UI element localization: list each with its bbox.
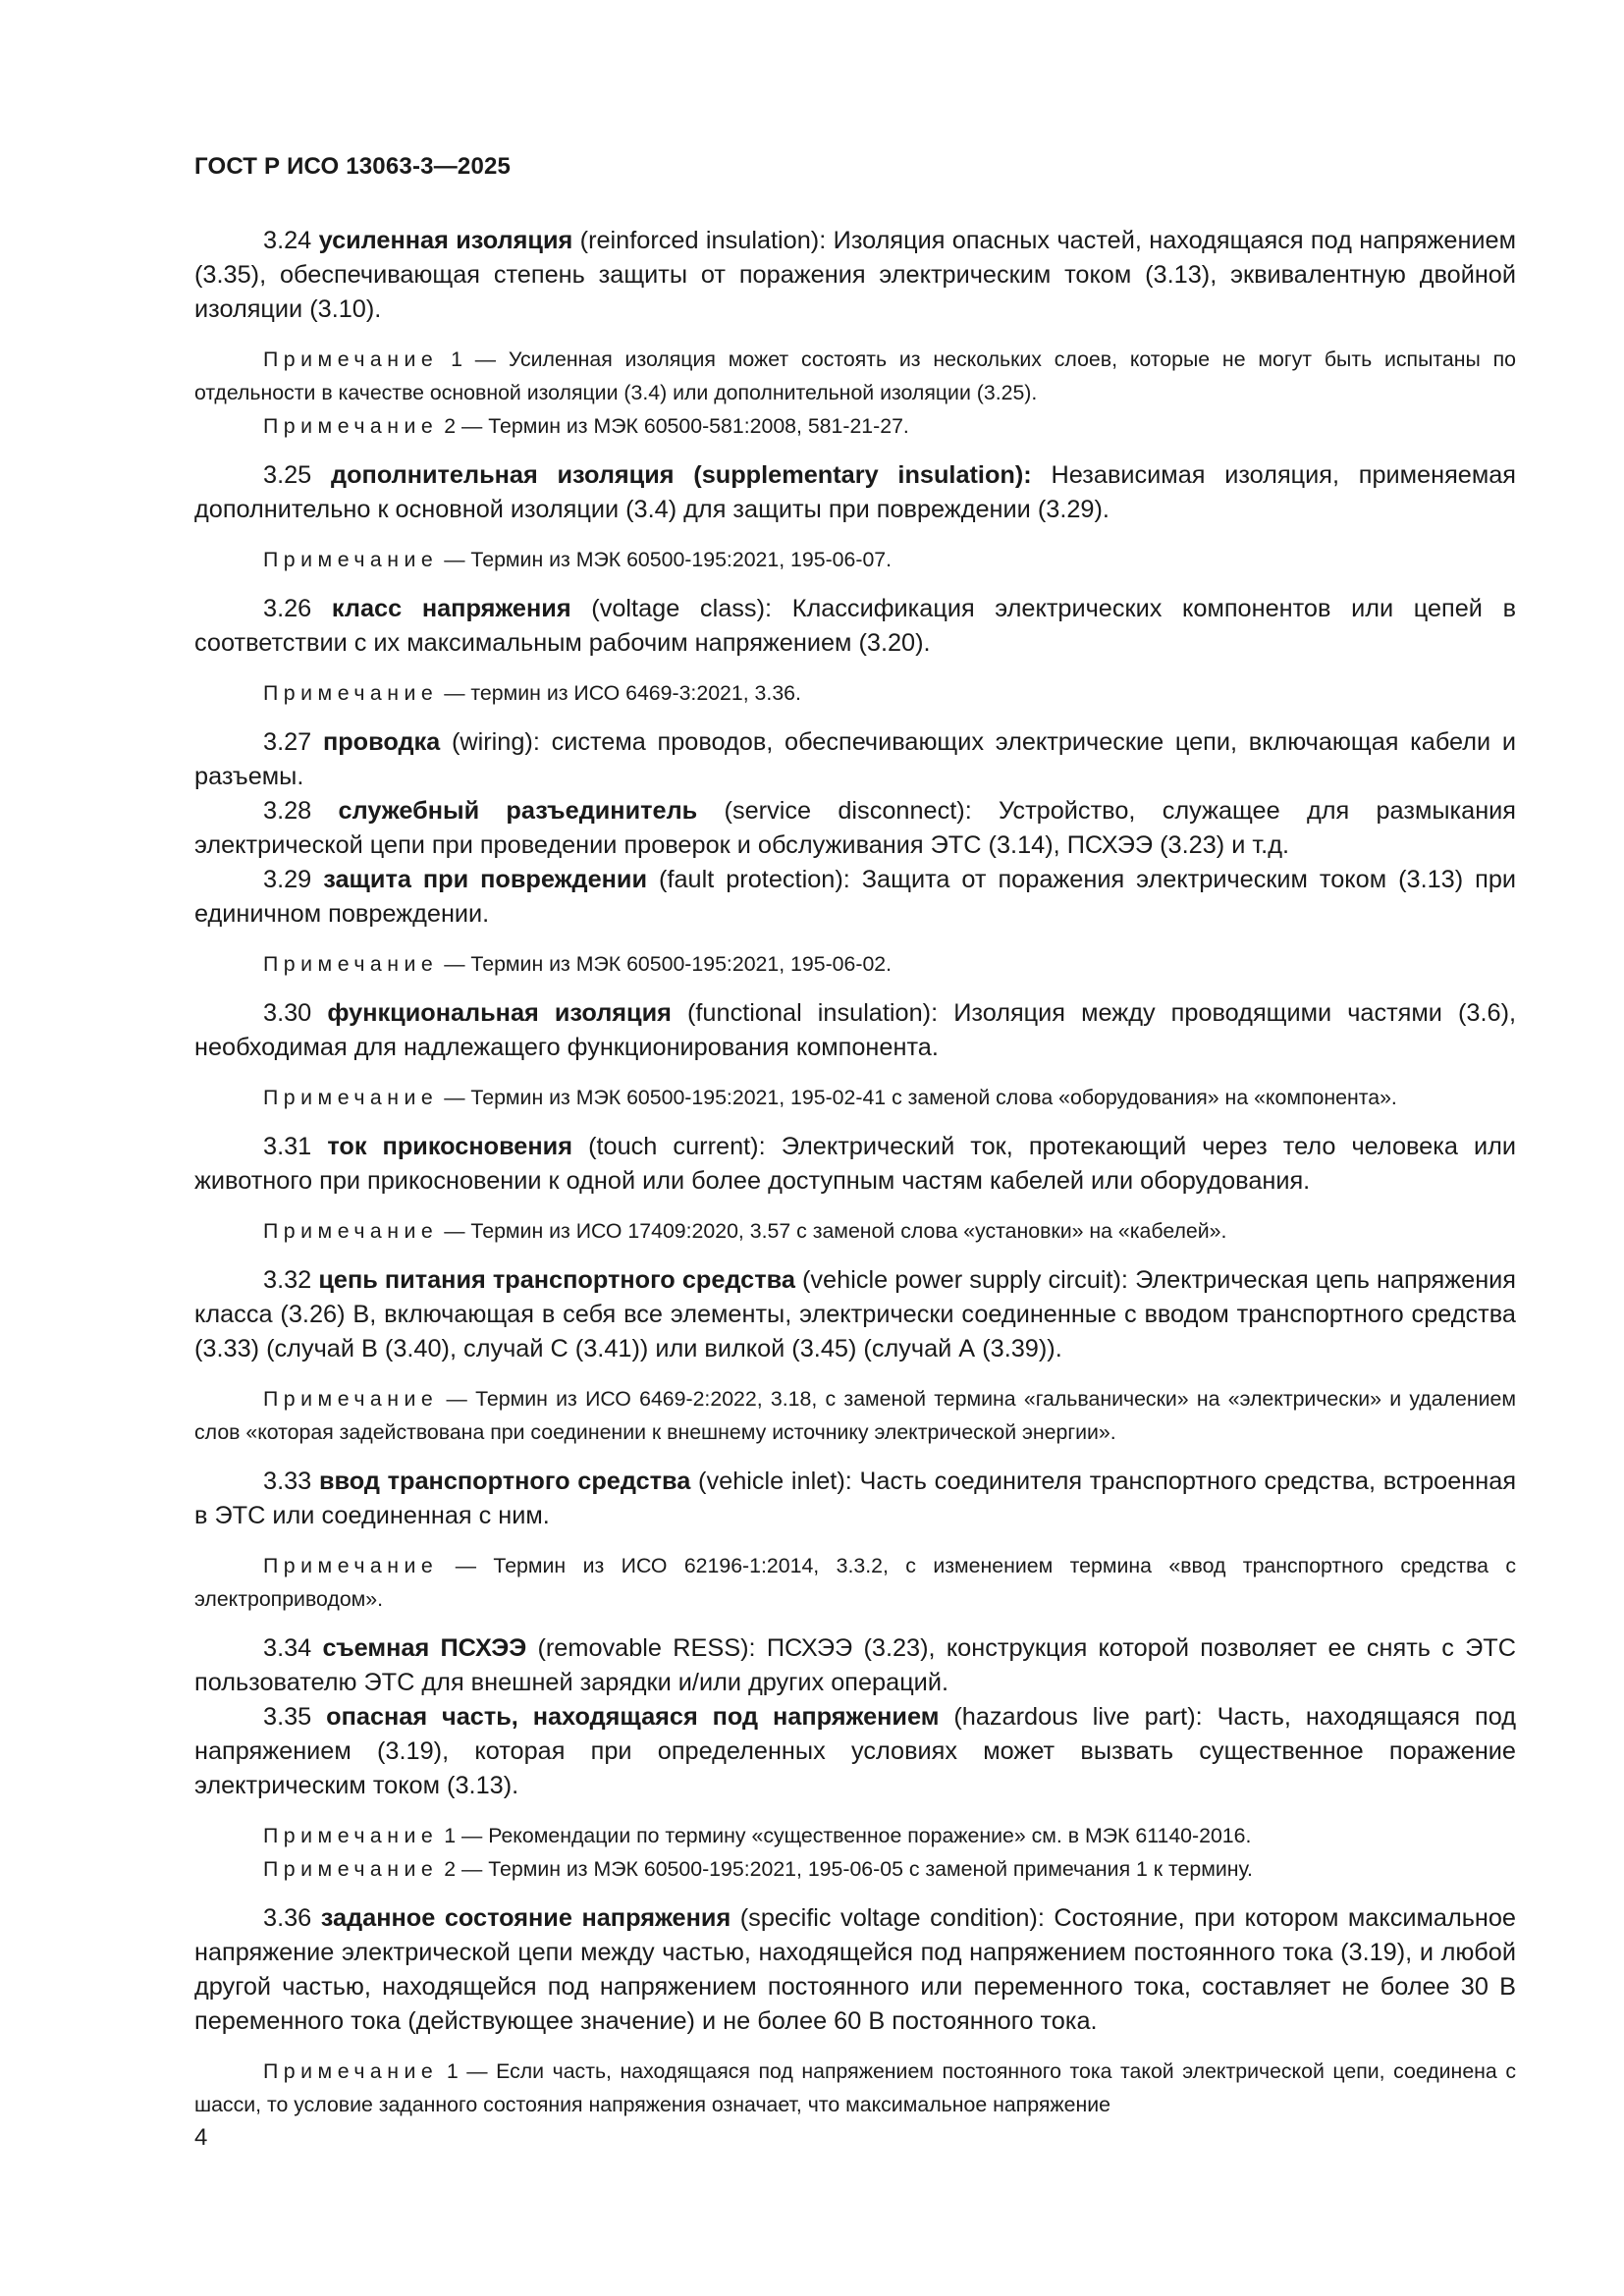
note-3-24-2 — [194, 409, 1516, 443]
note-3-32 — [194, 1382, 1516, 1449]
note-label: Примечание — [263, 347, 439, 371]
entry-definition: Электрический ток, протекающий через тело человека или животного при прикосновении к одной или более доступным частям кабелей или оборудования. — [194, 1133, 1517, 1195]
term-entry-3-30 — [194, 996, 1516, 1065]
entry-term: ток прикосновения — [327, 1133, 572, 1160]
note-text: — Усиленная изоляция может состоять из нескольких слоев, которые не могут быть испытаны по отдельности в качестве основной изоляции (3.4) или дополнительной изоляции (3.25). — [194, 347, 1517, 404]
entry-number: 3.35 — [263, 1703, 312, 1731]
page-number: 4 — [194, 2124, 208, 2151]
note-label: Примечание — [263, 1086, 439, 1109]
term-entry-3-33 — [194, 1465, 1516, 1533]
entry-term: дополнительная изоляция (supplementary insulation): — [331, 461, 1032, 489]
note-3-29 — [194, 947, 1516, 981]
term-entry-3-29 — [194, 863, 1516, 932]
entry-definition: Электрическая цепь напряжения класса (3.26) В, включающая в себя все элементы, электрически соединенные с вводом транспортного средства (3.33) (случай В (3.40), случай С (3.41)) или вилкой (3.45) (случай А (3.39)). — [194, 1266, 1517, 1362]
term-entry-3-26 — [194, 592, 1516, 661]
entry-definition: Устройство, служащее для размыкания электрической цепи при проведении проверок и обслуживания ЭТС (3.14), ПСХЭЭ (3.23) и т.д. — [194, 797, 1517, 859]
note-text: — Рекомендации по термину «существенное поражение» см. в МЭК 61140-2016. — [460, 1824, 1252, 1847]
note-number: 2 — [444, 1857, 457, 1881]
entry-number: 3.26 — [263, 595, 312, 622]
entry-term: ввод транспортного средства — [318, 1468, 691, 1495]
entry-term: заданное состояние напряжения — [320, 1904, 731, 1932]
note-text: — Если часть, находящаяся под напряжением постоянного тока такой электрической цепи, соединена с шасси, то условие заданного состояния напряжения означает, что максимальное напряжение — [194, 2059, 1516, 2116]
entry-term: опасная часть, находящаяся под напряжением — [326, 1703, 940, 1731]
note-number: 1 — [451, 347, 462, 371]
entry-term-en: (touch current): — [588, 1133, 766, 1160]
term-entry-3-25 — [194, 458, 1516, 527]
term-entry-3-35 — [194, 1700, 1516, 1803]
entry-term-en: (hazardous live part): — [953, 1703, 1203, 1731]
entry-number: 3.33 — [263, 1468, 312, 1495]
entry-term-en: (service disconnect): — [724, 797, 972, 825]
term-entry-3-34 — [194, 1631, 1516, 1700]
entry-definition: Изоляция между проводящими частями (3.6), необходимая для надлежащего функционирования компонента. — [194, 999, 1517, 1061]
note-label: Примечание — [263, 1857, 439, 1881]
entry-number: 3.29 — [263, 866, 312, 893]
entry-term: цепь питания транспортного средства — [318, 1266, 795, 1294]
entry-number: 3.24 — [263, 227, 312, 254]
entry-term: функциональная изоляция — [327, 999, 672, 1027]
entry-term-en: (fault protection): — [659, 866, 850, 893]
note-label: Примечание — [263, 1387, 439, 1411]
note-text: — Термин из МЭК 60500-195:2021, 195-06-05 с заменой примечания 1 к термину. — [460, 1857, 1253, 1881]
entry-definition: ПСХЭЭ (3.23), конструкция которой позволяет ее снять с ЭТС пользователю ЭТС для внешней зарядки и/или других операций. — [194, 1634, 1517, 1696]
note-label: Примечание — [263, 681, 439, 705]
terms-section — [194, 224, 1516, 2121]
entry-definition: Независимая изоляция, применяемая дополнительно к основной изоляции (3.4) для защиты при повреждении (3.29). — [194, 461, 1517, 523]
entry-term: защита при повреждении — [323, 866, 648, 893]
note-3-33 — [194, 1549, 1516, 1616]
note-number: 1 — [446, 2059, 459, 2083]
note-text: — Термин из ИСО 17409:2020, 3.57 с заменой слова «установки» на «кабелей». — [444, 1219, 1227, 1243]
note-3-30 — [194, 1081, 1516, 1114]
term-entry-3-36 — [194, 1901, 1516, 2039]
term-entry-3-28 — [194, 794, 1516, 863]
note-3-36-1 — [194, 2055, 1516, 2121]
entry-number: 3.36 — [263, 1904, 312, 1932]
note-number: 2 — [444, 414, 457, 438]
entry-definition: система проводов, обеспечивающих электрические цепи, включающая кабели и разъемы. — [194, 728, 1516, 790]
term-entry-3-24 — [194, 224, 1516, 327]
entry-term: проводка — [322, 728, 441, 756]
entry-term-en: (specific voltage condition): — [739, 1904, 1045, 1932]
note-label: Примечание — [263, 1554, 439, 1577]
entry-term: усиленная изоляция — [318, 227, 573, 254]
note-3-24-1 — [194, 343, 1516, 409]
note-label: Примечание — [263, 548, 439, 571]
entry-number: 3.34 — [263, 1634, 312, 1662]
note-3-35-1 — [194, 1819, 1516, 1852]
note-text: — Термин из ИСО 62196-1:2014, 3.3.2, с изменением термина «ввод транспортного средства с электроприводом». — [194, 1554, 1516, 1611]
entry-definition: Состояние, при котором максимальное напряжение электрической цепи между частью, находящейся под напряжением постоянного тока (3.19), и любой другой частью, находящейся под напряжением постоянного или переменного тока, составляет не более 30 В переменного тока (действующее значение) и не более 60 В постоянного тока. — [194, 1904, 1517, 2035]
entry-definition: Изоляция опасных частей, находящаяся под напряжением (3.35), обеспечивающая степень защиты от поражения электрическим током (3.13), эквивалентную двойной изоляции (3.10). — [194, 227, 1517, 323]
note-label: Примечание — [263, 952, 439, 976]
standard-header: ГОСТ Р ИСО 13063-3—2025 — [194, 153, 512, 180]
note-3-35-2 — [194, 1852, 1516, 1886]
note-3-31 — [194, 1214, 1516, 1248]
entry-term-en: (removable RESS): — [537, 1634, 756, 1662]
entry-number: 3.31 — [263, 1133, 312, 1160]
entry-number: 3.32 — [263, 1266, 312, 1294]
term-entry-3-32 — [194, 1263, 1516, 1366]
note-label: Примечание — [263, 1219, 439, 1243]
entry-term-en: (vehicle power supply circuit): — [801, 1266, 1128, 1294]
note-number: 1 — [444, 1824, 457, 1847]
entry-number: 3.30 — [263, 999, 312, 1027]
entry-definition: Защита от поражения электрическим током (3.13) при единичном повреждении. — [194, 866, 1517, 928]
entry-definition: Часть, находящаяся под напряжением (3.19), которая при определенных условиях может вызвать существенное поражение электрическим током (3.13). — [194, 1703, 1516, 1799]
note-text: — Термин из МЭК 60500-581:2008, 581-21-27. — [460, 414, 909, 438]
note-label: Примечание — [263, 414, 439, 438]
note-text: — Термин из МЭК 60500-195:2021, 195-02-41 с заменой слова «оборудования» на «компонента». — [444, 1086, 1397, 1109]
entry-term: съемная ПСХЭЭ — [322, 1634, 527, 1662]
entry-term: служебный разъединитель — [338, 797, 698, 825]
note-text: — Термин из ИСО 6469-2:2022, 3.18, с заменой термина «гальванически» на «электрически» и удалением слов «которая задействована при соединении к внешнему источнику электрической энергии». — [194, 1387, 1516, 1444]
entry-number: 3.27 — [263, 728, 312, 756]
note-text: — Термин из МЭК 60500-195:2021, 195-06-02. — [444, 952, 893, 976]
entry-term-en: (vehicle inlet): — [698, 1468, 852, 1495]
note-3-26 — [194, 676, 1516, 710]
entry-number: 3.28 — [263, 797, 312, 825]
entry-number: 3.25 — [263, 461, 312, 489]
note-text: — термин из ИСО 6469-3:2021, 3.36. — [444, 681, 801, 705]
entry-term-en: (reinforced insulation): — [579, 227, 827, 254]
entry-definition: Классификация электрических компонентов или цепей в соответствии с их максимальным рабочим напряжением (3.20). — [194, 595, 1517, 657]
entry-term-en: (voltage class): — [591, 595, 773, 622]
entry-term-en: (functional insulation): — [686, 999, 939, 1027]
term-entry-3-27 — [194, 725, 1516, 794]
note-label: Примечание — [263, 2059, 439, 2083]
entry-term-en: (wiring): — [451, 728, 540, 756]
term-entry-3-31 — [194, 1130, 1516, 1199]
entry-term: класс напряжения — [331, 595, 571, 622]
note-text: — Термин из МЭК 60500-195:2021, 195-06-07. — [444, 548, 893, 571]
note-label: Примечание — [263, 1824, 439, 1847]
note-3-25 — [194, 543, 1516, 576]
entry-definition: Часть соединителя транспортного средства, встроенная в ЭТС или соединенная с ним. — [194, 1468, 1517, 1529]
